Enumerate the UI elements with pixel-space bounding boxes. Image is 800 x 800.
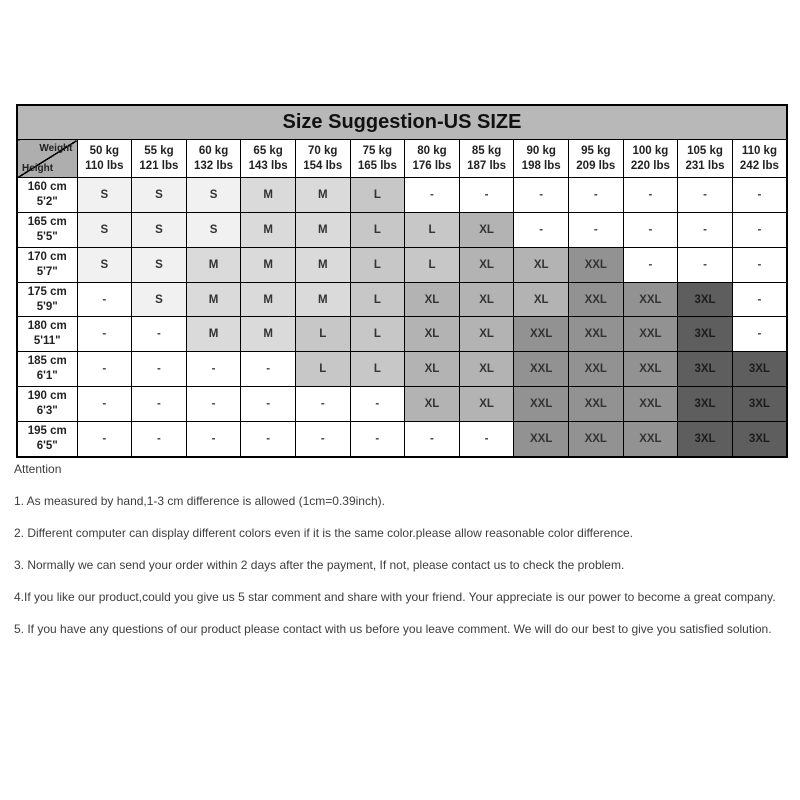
size-cell: XL bbox=[405, 282, 460, 317]
size-cell: XXL bbox=[568, 352, 623, 387]
size-cell: XXL bbox=[514, 387, 569, 422]
size-cell: M bbox=[186, 247, 241, 282]
weight-header-cell: 105 kg 231 lbs bbox=[678, 140, 733, 178]
size-cell: L bbox=[350, 247, 405, 282]
table-row bbox=[17, 387, 787, 422]
size-cell: - bbox=[405, 178, 460, 213]
size-cell: M bbox=[241, 282, 296, 317]
size-cell: - bbox=[77, 317, 132, 352]
size-cell: XXL bbox=[623, 282, 678, 317]
size-cell: - bbox=[132, 352, 187, 387]
table-row bbox=[17, 247, 787, 282]
size-cell: XXL bbox=[568, 387, 623, 422]
size-cell: - bbox=[186, 352, 241, 387]
note-item: 3. Normally we can send your order within 2 days after the payment, If not, please contact us to check the problem. bbox=[14, 558, 625, 572]
size-cell: - bbox=[678, 247, 733, 282]
size-cell: M bbox=[241, 178, 296, 213]
corner-height-label: Height bbox=[22, 163, 54, 174]
height-label-cell: 180 cm 5'11" bbox=[17, 317, 77, 352]
size-cell: XL bbox=[514, 247, 569, 282]
size-cell: M bbox=[295, 212, 350, 247]
size-cell: L bbox=[405, 212, 460, 247]
table-row bbox=[17, 352, 787, 387]
size-cell: - bbox=[568, 178, 623, 213]
size-cell: M bbox=[186, 317, 241, 352]
size-cell: - bbox=[405, 422, 460, 457]
weight-header-cell: 60 kg 132 lbs bbox=[186, 140, 241, 178]
size-cell: S bbox=[186, 212, 241, 247]
size-cell: XL bbox=[405, 352, 460, 387]
size-cell: 3XL bbox=[732, 352, 787, 387]
size-cell: M bbox=[295, 247, 350, 282]
size-cell: XXL bbox=[514, 422, 569, 457]
size-cell: L bbox=[350, 178, 405, 213]
weight-header-cell: 110 kg 242 lbs bbox=[732, 140, 787, 178]
size-cell: 3XL bbox=[678, 317, 733, 352]
size-cell: - bbox=[678, 178, 733, 213]
size-cell: XL bbox=[459, 212, 514, 247]
size-cell: - bbox=[295, 422, 350, 457]
size-cell: S bbox=[132, 247, 187, 282]
size-cell: XXL bbox=[514, 352, 569, 387]
size-cell: XL bbox=[459, 247, 514, 282]
size-cell: - bbox=[732, 282, 787, 317]
weight-header-cell: 55 kg 121 lbs bbox=[132, 140, 187, 178]
size-cell: - bbox=[514, 178, 569, 213]
size-cell: - bbox=[132, 387, 187, 422]
weight-header-cell: 100 kg 220 lbs bbox=[623, 140, 678, 178]
size-cell: XL bbox=[459, 317, 514, 352]
size-cell: XXL bbox=[623, 352, 678, 387]
size-cell: M bbox=[186, 282, 241, 317]
size-cell: 3XL bbox=[678, 282, 733, 317]
size-cell: 3XL bbox=[732, 422, 787, 457]
note-item: 1. As measured by hand,1-3 cm difference is allowed (1cm=0.39inch). bbox=[14, 494, 385, 508]
weight-header-cell: 65 kg 143 lbs bbox=[241, 140, 296, 178]
size-cell: - bbox=[623, 247, 678, 282]
size-cell: - bbox=[186, 387, 241, 422]
weight-header-cell: 75 kg 165 lbs bbox=[350, 140, 405, 178]
corner-weight-label: Weight bbox=[39, 143, 73, 154]
size-cell: L bbox=[295, 317, 350, 352]
weight-header-cell: 90 kg 198 lbs bbox=[514, 140, 569, 178]
size-cell: - bbox=[678, 212, 733, 247]
size-cell: XXL bbox=[623, 387, 678, 422]
height-label-cell: 160 cm 5'2" bbox=[17, 178, 77, 213]
size-suggestion-table bbox=[16, 104, 788, 458]
size-cell: S bbox=[132, 178, 187, 213]
table-row bbox=[17, 282, 787, 317]
size-cell: S bbox=[77, 247, 132, 282]
attention-section bbox=[14, 462, 792, 654]
size-cell: XXL bbox=[514, 317, 569, 352]
size-cell: XL bbox=[405, 317, 460, 352]
size-cell: - bbox=[459, 178, 514, 213]
size-cell: - bbox=[732, 247, 787, 282]
size-cell: - bbox=[77, 387, 132, 422]
size-cell: XXL bbox=[568, 422, 623, 457]
size-cell: S bbox=[77, 178, 132, 213]
size-cell: 3XL bbox=[678, 387, 733, 422]
size-cell: - bbox=[623, 212, 678, 247]
size-cell: S bbox=[186, 178, 241, 213]
size-cell: - bbox=[241, 352, 296, 387]
size-cell: - bbox=[732, 317, 787, 352]
table-title: Size Suggestion-US SIZE bbox=[17, 105, 787, 140]
height-label-cell: 165 cm 5'5" bbox=[17, 212, 77, 247]
size-cell: M bbox=[241, 317, 296, 352]
size-cell: - bbox=[623, 178, 678, 213]
size-cell: S bbox=[77, 212, 132, 247]
note-item: 5. If you have any questions of our product please contact with us before you leave comment. We will do our best to give you satisfied solution. bbox=[14, 622, 772, 636]
table-row bbox=[17, 422, 787, 457]
size-cell: XXL bbox=[568, 247, 623, 282]
height-label-cell: 170 cm 5'7" bbox=[17, 247, 77, 282]
size-cell: XXL bbox=[623, 317, 678, 352]
size-cell: L bbox=[295, 352, 350, 387]
size-cell: L bbox=[350, 352, 405, 387]
size-cell: 3XL bbox=[678, 352, 733, 387]
size-cell: M bbox=[241, 247, 296, 282]
attention-list bbox=[14, 494, 792, 636]
size-cell: - bbox=[241, 422, 296, 457]
table-row bbox=[17, 178, 787, 213]
weight-header-cell: 50 kg 110 lbs bbox=[77, 140, 132, 178]
size-cell: - bbox=[459, 422, 514, 457]
weight-header-cell: 70 kg 154 lbs bbox=[295, 140, 350, 178]
size-cell: M bbox=[241, 212, 296, 247]
note-item: 2. Different computer can display different colors even if it is the same color.please allow reasonable color difference. bbox=[14, 526, 634, 540]
height-label-cell: 190 cm 6'3" bbox=[17, 387, 77, 422]
weight-header-cell: 80 kg 176 lbs bbox=[405, 140, 460, 178]
title-row bbox=[17, 105, 787, 140]
weight-header-row bbox=[17, 140, 787, 178]
size-cell: - bbox=[132, 317, 187, 352]
table-row bbox=[17, 212, 787, 247]
size-cell: - bbox=[732, 178, 787, 213]
size-cell: XXL bbox=[568, 282, 623, 317]
size-cell: - bbox=[186, 422, 241, 457]
size-cell: XL bbox=[405, 387, 460, 422]
size-cell: L bbox=[350, 317, 405, 352]
size-cell: S bbox=[132, 282, 187, 317]
size-cell: XL bbox=[514, 282, 569, 317]
weight-height-corner-cell bbox=[17, 140, 77, 178]
size-cell: - bbox=[350, 387, 405, 422]
size-cell: - bbox=[77, 422, 132, 457]
table-row bbox=[17, 317, 787, 352]
size-cell: L bbox=[350, 212, 405, 247]
size-cell: - bbox=[77, 282, 132, 317]
height-label-cell: 175 cm 5'9" bbox=[17, 282, 77, 317]
size-cell: M bbox=[295, 178, 350, 213]
size-cell: 3XL bbox=[678, 422, 733, 457]
size-cell: XL bbox=[459, 352, 514, 387]
size-cell: XXL bbox=[623, 422, 678, 457]
size-cell: L bbox=[350, 282, 405, 317]
size-cell: - bbox=[514, 212, 569, 247]
size-cell: 3XL bbox=[732, 387, 787, 422]
height-label-cell: 195 cm 6'5" bbox=[17, 422, 77, 457]
size-cell: - bbox=[77, 352, 132, 387]
size-cell: XL bbox=[459, 282, 514, 317]
size-cell: - bbox=[568, 212, 623, 247]
note-item: 4.If you like our product,could you give us 5 star comment and share with your friend. Your appreciate is our power to become a great company. bbox=[14, 590, 776, 604]
size-cell: - bbox=[732, 212, 787, 247]
height-label-cell: 185 cm 6'1" bbox=[17, 352, 77, 387]
weight-header-cell: 95 kg 209 lbs bbox=[568, 140, 623, 178]
weight-header-cell: 85 kg 187 lbs bbox=[459, 140, 514, 178]
size-cell: XL bbox=[459, 387, 514, 422]
size-cell: XXL bbox=[568, 317, 623, 352]
size-cell: - bbox=[295, 387, 350, 422]
attention-heading: Attention bbox=[14, 462, 62, 476]
size-cell: - bbox=[132, 422, 187, 457]
size-cell: L bbox=[405, 247, 460, 282]
size-cell: S bbox=[132, 212, 187, 247]
size-cell: - bbox=[350, 422, 405, 457]
size-cell: M bbox=[295, 282, 350, 317]
size-cell: - bbox=[241, 387, 296, 422]
